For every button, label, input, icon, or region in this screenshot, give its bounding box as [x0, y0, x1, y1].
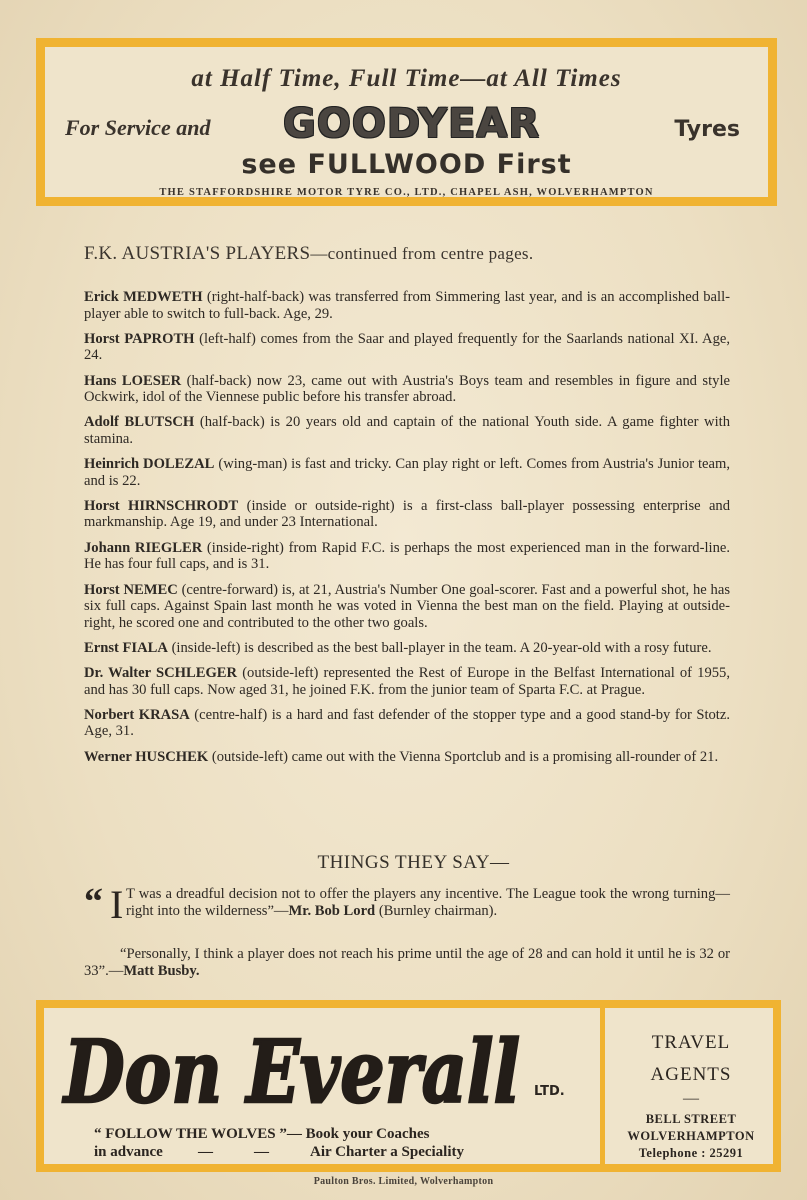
player-entry: [84, 582, 730, 632]
ad-tyres: Tyres: [674, 117, 740, 142]
goodyear-advertisement: [36, 38, 777, 206]
player-entry: [84, 414, 730, 447]
goodyear-logo: GOODYEAR: [283, 101, 541, 147]
things-they-say-title: THINGS THEY SAY—: [317, 852, 510, 873]
quote-text: [126, 886, 730, 919]
ad-air-charter: Air Charter a Speciality: [310, 1144, 465, 1160]
quote-author: Matt Busby.: [123, 962, 200, 979]
ad-for-service: For Service and: [65, 115, 211, 140]
ad-travel: TRAVEL: [651, 1032, 731, 1053]
players-section-title: [84, 243, 533, 265]
ad-dash: —: [198, 1144, 213, 1160]
ad-city: WOLVERHAMPTON: [627, 1129, 755, 1143]
player-name: Erick MEDWETH: [84, 289, 203, 305]
ad-slogan-line2: [94, 1144, 574, 1161]
player-entry: [84, 749, 730, 766]
player-name: Werner HUSCHEK: [84, 748, 209, 765]
quote-author-role: (Burnley chairman).: [375, 902, 498, 919]
player-description: (centre-half) is a hard and fast defender of the stopper type and a good stand-by for Stotz. Age, 31.: [84, 706, 730, 740]
ad-slogan: “ FOLLOW THE WOLVES ”— Book your Coaches: [94, 1126, 430, 1142]
quote-matt-busby: [84, 946, 730, 979]
ad-telephone: Telephone : 25291: [638, 1146, 744, 1160]
ad-brand-row: [45, 101, 768, 153]
ad-separator: —: [683, 1090, 699, 1107]
ad-fullwood: see FULLWOOD First: [241, 149, 572, 180]
quote-author: Mr. Bob Lord: [288, 902, 376, 919]
player-entry: [84, 707, 730, 740]
player-name: Adolf BLUTSCH: [84, 414, 195, 431]
player-name: Horst NEMEC: [84, 581, 178, 598]
player-description: (inside or outside-right) is a first-class ball-player possessing enterprise and markmanship. Age 19, and under 23 International.: [84, 497, 731, 531]
don-everall-logo: [58, 1016, 528, 1116]
player-name: Norbert KRASA: [84, 706, 190, 723]
quote-body: “Personally, I think a player does not reach his prime until the age of 28 and can hold it until he is 32 or 33”.—: [84, 946, 730, 979]
player-name: Horst HIRNSCHRODT: [84, 497, 239, 514]
player-description: (outside-left) represented the Rest of Europe in the Belfast International of 1955, and has 30 full caps. Now aged 31, he joined F.K. from the junior team of Sparta F.C. at Prague.: [84, 665, 730, 698]
player-entry: [84, 665, 730, 698]
player-entry: [84, 540, 730, 573]
player-description: (wing-man) is fast and tricky. Can play right or left. Comes from Austria's Junior team, and is 22.: [84, 456, 731, 489]
player-description: (outside-left) came out with the Vienna Sportclub and is a promising all-rounder of 21.: [208, 748, 719, 765]
players-title: F.K. AUSTRIA'S PLAYERS: [84, 243, 311, 264]
player-entry: [84, 331, 730, 364]
player-description: (inside-right) from Rapid F.C. is perhaps the most experienced man in the forward-line. He has four full caps, and is 31.: [84, 539, 730, 573]
player-name: Horst PAPROTH: [84, 330, 195, 347]
ad-dash: —: [254, 1144, 269, 1160]
player-entry: [84, 289, 730, 322]
ad-street: BELL STREET: [645, 1112, 737, 1126]
player-name: Hans LOESER: [84, 372, 182, 389]
player-name: Dr. Walter SCHLEGER: [84, 665, 238, 682]
drop-cap: I: [110, 882, 124, 927]
quote-body: T was a dreadful decision not to offer the players any incentive. The League took the wrong turning—right into the wilderness”—: [126, 886, 730, 919]
player-description: (half-back) is 20 years old and captain of the national Youth side. A game fighter with stamina.: [84, 414, 730, 447]
player-entry: [84, 640, 730, 657]
player-description: (inside-left) is described as the best ball-player in the team. A 20-year-old with a rosy future.: [167, 639, 712, 656]
player-entry: [84, 373, 730, 406]
player-description: (centre-forward) is, at 21, Austria's Number One goal-scorer. Fast and a powerful shot, he has six full caps. Against Spain last month he was voted in Vienna the best man on the field. Playing at outside-right, he scored one and contributed to the other two goals.: [84, 581, 730, 631]
ad-in-advance: in advance: [94, 1144, 163, 1160]
ad-agents: AGENTS: [650, 1064, 732, 1085]
player-name: Ernst FIALA: [84, 639, 168, 656]
player-entry: [84, 456, 730, 489]
player-entry: [84, 498, 730, 531]
player-description: (right-half-back) was transferred from Simmering last year, and is an accomplished ball-player able to switch to full-back. Age, 29.: [84, 289, 730, 322]
printer-credit: Paulton Bros. Limited, Wolverhampton: [313, 1176, 494, 1187]
players-list: [84, 289, 730, 774]
quote-bob-lord: [84, 881, 730, 945]
logo-text: Don Everall: [61, 1022, 521, 1116]
player-description: (left-half) comes from the Saar and played frequently for the Saarlands national XI. Age, 24.: [84, 330, 730, 364]
player-description: (half-back) now 23, came out with Austria's Boys team and resembles in figure and style Ockwirk, idol of the Viennese public before his transfer abroad.: [84, 372, 730, 406]
player-name: Johann RIEGLER: [84, 539, 203, 556]
players-continued: —continued from centre pages.: [310, 244, 534, 263]
ad-divider: [600, 1008, 605, 1164]
logo-ltd: LTD.: [534, 1084, 565, 1099]
open-quote-mark: “: [84, 881, 103, 923]
don-everall-advertisement: [36, 1000, 781, 1172]
ad-company-address: THE STAFFORDSHIRE MOTOR TYRE CO., LTD., CHAPEL ASH, WOLVERHAMPTON: [159, 187, 654, 198]
player-name: Heinrich DOLEZAL: [84, 456, 215, 473]
ad-headline: at Half Time, Full Time—at All Times: [191, 65, 622, 92]
